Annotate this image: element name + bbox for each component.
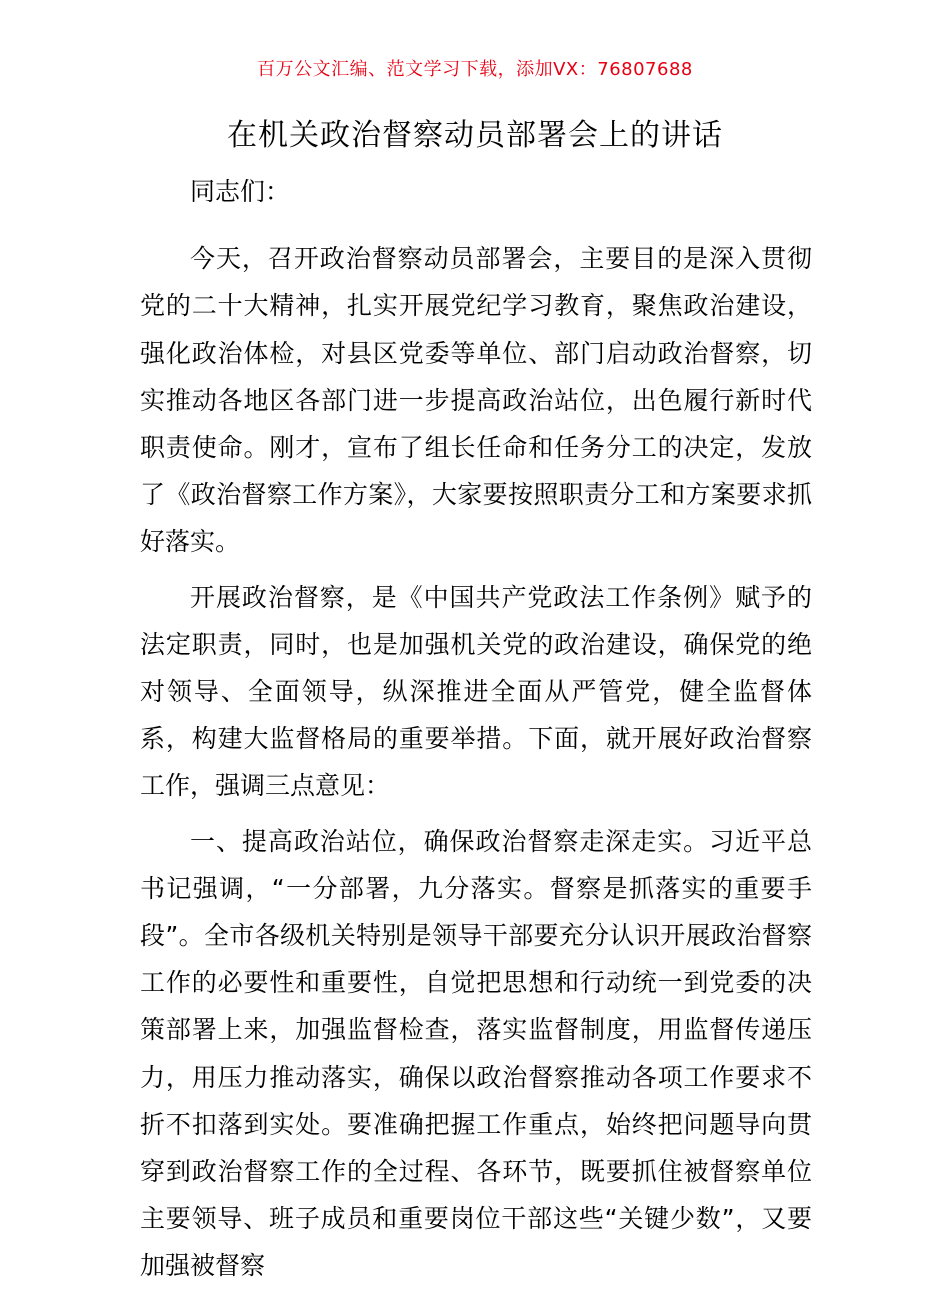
salutation: 同志们： [190, 177, 291, 206]
watermark-banner: 百万公文汇编、范文学习下载，添加VX：76807688 [257, 59, 693, 80]
paragraph-1: 今天，召开政治督察动员部署会，主要目的是深入贯彻党的二十大精神，扎实开展党纪学习教育，聚焦政治建设，强化政治体检，对县区党委等单位、部门启动政治督察，切实推动各地区各部门进一步提高政治站位，出色履行新时代职责使命。刚才，宣布了组长任命和任务分工的决定，发放了《政治督察工作方案》，大家要按照职责分工和方案要求抓好落实。 [140, 244, 812, 557]
paragraph-2: 开展政治督察，是《中国共产党政法工作条例》赋予的法定职责，同时，也是加强机关党的政治建设，确保党的绝对领导、全面领导，纵深推进全面从严管党，健全监督体系，构建大监督格局的重要举措。下面，就开展好政治督察工作，强调三点意见： [140, 582, 812, 801]
document-title: 在机关政治督察动员部署会上的讲话 [227, 118, 723, 153]
document-body [140, 168, 812, 1298]
paragraph-3: 一、提高政治站位，确保政治督察走深走实。习近平总书记强调，“一分部署，九分落实。督察是抓落实的重要手段”。全市各级机关特别是领导干部要充分认识开展政治督察工作的必要性和重要性，自觉把思想和行动统一到党委的决策部署上来，加强监督检查，落实监督制度，用监督传递压力，用压力推动落实，确保以政治督察推动各项工作要求不折不扣落到实处。要准确把握工作重点，始终把问题导向贯穿到政治督察工作的全过程、各环节，既要抓住被督察单位主要领导、班子成员和重要岗位干部这些“关键少数”，又要加强被督察 [140, 826, 812, 1281]
